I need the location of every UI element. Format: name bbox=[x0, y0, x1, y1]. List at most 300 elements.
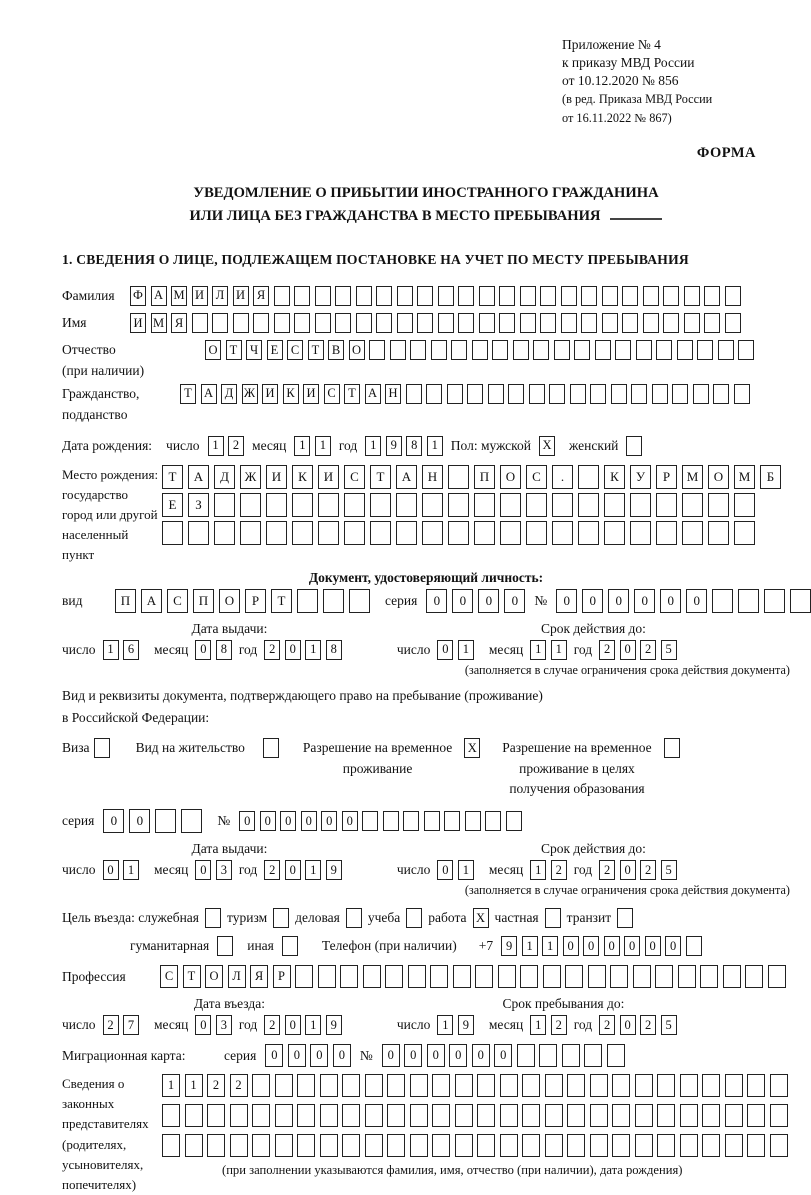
birthplace-input-row2[interactable] bbox=[162, 493, 781, 517]
cell bbox=[207, 1134, 225, 1157]
birthplace-label bbox=[62, 465, 162, 566]
cell bbox=[320, 1134, 338, 1157]
purpose-study-checkbox[interactable] bbox=[406, 908, 422, 928]
cell: 0 bbox=[620, 860, 636, 880]
cell bbox=[506, 811, 522, 831]
cell: 1 bbox=[305, 1015, 321, 1035]
cell bbox=[526, 521, 547, 545]
cell bbox=[274, 286, 290, 306]
cell bbox=[266, 493, 287, 517]
cell bbox=[770, 1104, 788, 1127]
cell bbox=[455, 1074, 473, 1097]
cell bbox=[693, 384, 709, 404]
cell bbox=[549, 384, 565, 404]
cell: Н bbox=[422, 465, 443, 489]
cell: X bbox=[473, 908, 489, 928]
cell bbox=[477, 1104, 495, 1127]
cell: 2 bbox=[230, 1074, 248, 1097]
cell: 1 bbox=[294, 436, 310, 456]
cell bbox=[212, 313, 228, 333]
purpose-other-label: иная bbox=[247, 938, 274, 954]
phone-input[interactable] bbox=[501, 936, 702, 956]
cell bbox=[240, 493, 261, 517]
cell bbox=[318, 521, 339, 545]
legal-note: (при заполнении указываются фамилия, имя, отчество (при наличии), дата рождения) bbox=[222, 1163, 683, 1178]
cell: И bbox=[192, 286, 208, 306]
cell bbox=[275, 1074, 293, 1097]
cell: О bbox=[349, 340, 365, 360]
surname-row bbox=[62, 286, 790, 306]
cell bbox=[230, 1134, 248, 1157]
cell bbox=[539, 1044, 557, 1067]
cell bbox=[376, 313, 392, 333]
given-name-input[interactable] bbox=[130, 313, 741, 333]
cell bbox=[652, 384, 668, 404]
doc-issue-month-label: месяц bbox=[154, 641, 189, 657]
cell bbox=[543, 965, 561, 988]
entry-month-label: месяц bbox=[154, 1017, 189, 1033]
purpose-transit-checkbox[interactable] bbox=[617, 908, 633, 928]
cell bbox=[410, 1074, 428, 1097]
cell bbox=[581, 313, 597, 333]
cell bbox=[520, 286, 536, 306]
cell: О bbox=[708, 465, 729, 489]
cell: 2 bbox=[207, 1074, 225, 1097]
legal-representatives-rows bbox=[162, 1074, 788, 1157]
cell: К bbox=[283, 384, 299, 404]
visa-label: Виза bbox=[62, 740, 90, 756]
cell bbox=[162, 1134, 180, 1157]
cell bbox=[657, 1104, 675, 1127]
surname-input[interactable] bbox=[130, 286, 741, 306]
doc-valid-group bbox=[397, 621, 790, 678]
cell bbox=[725, 286, 741, 306]
cell bbox=[417, 313, 433, 333]
permit-issue-day-input[interactable] bbox=[103, 860, 140, 880]
permit-valid-group bbox=[397, 841, 790, 898]
profession-row bbox=[62, 965, 790, 988]
cell bbox=[406, 384, 422, 404]
cell bbox=[554, 340, 570, 360]
permit-series-input[interactable] bbox=[103, 809, 202, 833]
temp-permit-edu-line2: проживание в целях bbox=[519, 760, 635, 776]
cell bbox=[574, 340, 590, 360]
cell: Ф bbox=[130, 286, 146, 306]
cell bbox=[657, 1134, 675, 1157]
cell: Я bbox=[253, 286, 269, 306]
cell bbox=[397, 286, 413, 306]
cell bbox=[387, 1104, 405, 1127]
birthplace-input-row3[interactable] bbox=[162, 521, 781, 545]
cell bbox=[622, 313, 638, 333]
purpose-humanitarian-label: гуманитарная bbox=[130, 938, 210, 954]
cell: 0 bbox=[620, 640, 636, 660]
cell: 6 bbox=[123, 640, 139, 660]
birth-year-label: год bbox=[338, 437, 358, 453]
cell bbox=[356, 313, 372, 333]
cell: А bbox=[396, 465, 417, 489]
doc-valid-month-input[interactable] bbox=[530, 640, 567, 660]
cell bbox=[499, 313, 515, 333]
cell: Р bbox=[273, 965, 291, 988]
doc-series-input[interactable] bbox=[426, 589, 525, 613]
permit-valid-month-input[interactable] bbox=[530, 860, 567, 880]
cell bbox=[770, 1074, 788, 1097]
cell bbox=[430, 965, 448, 988]
cell: 0 bbox=[583, 936, 599, 956]
temp-permit-checkbox[interactable] bbox=[464, 738, 480, 758]
cell bbox=[335, 313, 351, 333]
cell bbox=[604, 521, 625, 545]
patronymic-label-line1: Отчество bbox=[62, 342, 116, 358]
cell bbox=[458, 313, 474, 333]
cell bbox=[426, 384, 442, 404]
cell bbox=[704, 313, 720, 333]
cell: 1 bbox=[530, 860, 546, 880]
cell bbox=[734, 521, 755, 545]
cell bbox=[540, 286, 556, 306]
cell bbox=[207, 1104, 225, 1127]
doc-valid-day-input[interactable] bbox=[437, 640, 474, 660]
stay-day-input[interactable] bbox=[437, 1015, 474, 1035]
cell: Т bbox=[271, 589, 292, 613]
profession-input[interactable] bbox=[160, 965, 786, 988]
stay-month-input[interactable] bbox=[530, 1015, 567, 1035]
cell: Л bbox=[228, 965, 246, 988]
cell: И bbox=[303, 384, 319, 404]
cell: Ж bbox=[240, 465, 261, 489]
cell bbox=[700, 965, 718, 988]
birth-day-input[interactable] bbox=[208, 436, 245, 456]
migration-number-label: № bbox=[359, 1047, 373, 1063]
cell: 0 bbox=[195, 640, 211, 660]
cell bbox=[684, 286, 700, 306]
cell bbox=[297, 1134, 315, 1157]
cell bbox=[240, 521, 261, 545]
cell: Е bbox=[267, 340, 283, 360]
stay-year-input[interactable] bbox=[599, 1015, 677, 1035]
permit-issue-group bbox=[62, 841, 397, 898]
cell bbox=[424, 811, 440, 831]
legal-input-row1[interactable] bbox=[162, 1074, 788, 1097]
permit-issue-year-input[interactable] bbox=[264, 860, 342, 880]
cell: 0 bbox=[260, 811, 276, 831]
doc-valid-note: (заполняется в случае ограничения срока действия документа) bbox=[464, 662, 790, 677]
cell bbox=[607, 1044, 625, 1067]
permit-valid-note: (заполняется в случае ограничения срока действия документа) bbox=[464, 883, 790, 898]
cell: М bbox=[734, 465, 755, 489]
cell: 0 bbox=[280, 811, 296, 831]
cell bbox=[664, 738, 680, 758]
cell: 2 bbox=[228, 436, 244, 456]
cell bbox=[252, 1134, 270, 1157]
cell bbox=[403, 811, 419, 831]
birth-date-row bbox=[62, 436, 790, 456]
cell bbox=[747, 1104, 765, 1127]
doc-number-input[interactable] bbox=[556, 589, 811, 613]
purpose-tourism-checkbox[interactable] bbox=[273, 908, 289, 928]
cell bbox=[708, 521, 729, 545]
cell: 0 bbox=[310, 1044, 328, 1067]
cell bbox=[595, 340, 611, 360]
cell bbox=[508, 384, 524, 404]
permit-valid-day-label: число bbox=[396, 862, 431, 878]
cell bbox=[622, 286, 638, 306]
purpose-row2 bbox=[130, 936, 790, 956]
cell bbox=[365, 1074, 383, 1097]
cell: А bbox=[188, 465, 209, 489]
cell: 5 bbox=[661, 1015, 677, 1035]
doc-valid-year-input[interactable] bbox=[599, 640, 677, 660]
migration-card-row bbox=[62, 1044, 790, 1067]
cell bbox=[448, 521, 469, 545]
cell: 1 bbox=[162, 1074, 180, 1097]
legal-input-row3[interactable] bbox=[162, 1134, 788, 1157]
cell: 0 bbox=[449, 1044, 467, 1067]
cell bbox=[526, 493, 547, 517]
cell bbox=[680, 1104, 698, 1127]
title-underline bbox=[610, 218, 662, 220]
cell bbox=[488, 384, 504, 404]
legal-input-row2[interactable] bbox=[162, 1104, 788, 1127]
patronymic-input[interactable] bbox=[205, 340, 754, 360]
cell: 0 bbox=[265, 1044, 283, 1067]
cell bbox=[390, 340, 406, 360]
cell bbox=[517, 1044, 535, 1067]
stay-until-line bbox=[397, 1015, 790, 1035]
cell: С bbox=[160, 965, 178, 988]
purpose-official-checkbox[interactable] bbox=[205, 908, 221, 928]
permit-valid-day-input[interactable] bbox=[437, 860, 474, 880]
cell bbox=[764, 589, 785, 613]
purpose-work-checkbox[interactable] bbox=[473, 908, 489, 928]
purpose-tourism-label: туризм bbox=[227, 910, 268, 926]
cell bbox=[610, 965, 628, 988]
cell: 0 bbox=[563, 936, 579, 956]
cell: 5 bbox=[661, 860, 677, 880]
citizenship-input[interactable] bbox=[180, 384, 750, 404]
cell bbox=[318, 965, 336, 988]
cell: X bbox=[464, 738, 480, 758]
cell: 1 bbox=[427, 436, 443, 456]
birthplace-input-row1[interactable] bbox=[162, 465, 781, 489]
permit-types-row bbox=[62, 738, 790, 799]
cell bbox=[500, 1104, 518, 1127]
cell: 5 bbox=[661, 640, 677, 660]
surname-label: Фамилия bbox=[62, 287, 115, 303]
cell: Л bbox=[212, 286, 228, 306]
purpose-other-checkbox[interactable] bbox=[282, 936, 298, 956]
cell bbox=[677, 340, 693, 360]
entry-day-input[interactable] bbox=[103, 1015, 140, 1035]
cell: 1 bbox=[551, 640, 567, 660]
cell bbox=[520, 313, 536, 333]
cell: 2 bbox=[599, 860, 615, 880]
cell: 0 bbox=[645, 936, 661, 956]
purpose-humanitarian-checkbox[interactable] bbox=[217, 936, 233, 956]
purpose-label: Цель въезда: служебная bbox=[62, 910, 199, 926]
cell bbox=[590, 1134, 608, 1157]
cell bbox=[545, 1134, 563, 1157]
doc-issue-group bbox=[62, 621, 397, 678]
cell bbox=[561, 286, 577, 306]
temp-permit-edu-option bbox=[502, 738, 679, 799]
cell bbox=[477, 1134, 495, 1157]
cell bbox=[552, 521, 573, 545]
cell bbox=[432, 1074, 450, 1097]
legal-representatives-block bbox=[62, 1074, 790, 1195]
cell bbox=[217, 936, 233, 956]
cell bbox=[340, 965, 358, 988]
cell bbox=[712, 589, 733, 613]
cell bbox=[263, 738, 279, 758]
entry-dates-row bbox=[62, 996, 790, 1035]
stay-until-title: Срок пребывания до: bbox=[502, 996, 625, 1012]
purpose-business-checkbox[interactable] bbox=[346, 908, 362, 928]
appendix-line: к приказу МВД России bbox=[562, 54, 695, 70]
cell bbox=[656, 493, 677, 517]
temp-permit-edu-line1: Разрешение на временное bbox=[502, 740, 652, 756]
cell: 1 bbox=[305, 640, 321, 660]
cell: 0 bbox=[478, 589, 499, 613]
cell: 1 bbox=[542, 936, 558, 956]
cell bbox=[656, 521, 677, 545]
permit-number-input[interactable] bbox=[239, 811, 522, 831]
cell: 0 bbox=[604, 936, 620, 956]
entry-year-input[interactable] bbox=[264, 1015, 342, 1035]
purpose-private-checkbox[interactable] bbox=[545, 908, 561, 928]
appendix-line: Приложение № 4 bbox=[562, 37, 661, 52]
permit-valid-title: Срок действия до: bbox=[540, 841, 646, 857]
cell bbox=[266, 521, 287, 545]
cell: 0 bbox=[285, 1015, 301, 1035]
citizenship-label-line1: Гражданство, bbox=[62, 385, 140, 401]
cell bbox=[567, 1104, 585, 1127]
birth-date-label: Дата рождения: bbox=[62, 437, 153, 453]
cell bbox=[747, 1074, 765, 1097]
legal-label-line1: Сведения о bbox=[62, 1076, 125, 1092]
cell: П bbox=[115, 589, 136, 613]
cell bbox=[410, 340, 426, 360]
cell: У bbox=[630, 465, 651, 489]
cell: 9 bbox=[326, 1015, 342, 1035]
doc-type-input[interactable] bbox=[115, 589, 370, 613]
sex-male-checkbox[interactable] bbox=[539, 436, 555, 456]
birth-month-input[interactable] bbox=[294, 436, 331, 456]
visa-checkbox[interactable] bbox=[94, 738, 110, 758]
cell: 9 bbox=[386, 436, 402, 456]
cell bbox=[578, 521, 599, 545]
cell bbox=[612, 1134, 630, 1157]
cell: 0 bbox=[437, 640, 453, 660]
doc-issue-month-input[interactable] bbox=[195, 640, 232, 660]
cell bbox=[584, 1044, 602, 1067]
identity-doc-row bbox=[62, 589, 790, 613]
cell bbox=[500, 521, 521, 545]
purpose-work-label: работа bbox=[428, 910, 467, 926]
birth-year-input[interactable] bbox=[365, 436, 443, 456]
profession-label: Профессия bbox=[62, 968, 126, 984]
phone-prefix: +7 bbox=[478, 938, 494, 954]
cell: 1 bbox=[530, 640, 546, 660]
cell bbox=[192, 313, 208, 333]
cell: А bbox=[201, 384, 217, 404]
cell: В bbox=[328, 340, 344, 360]
legal-representatives-inputs bbox=[162, 1074, 788, 1178]
cell: Т bbox=[308, 340, 324, 360]
cell: Т bbox=[162, 465, 183, 489]
temp-permit-edu-checkbox[interactable] bbox=[664, 738, 680, 758]
cell: 0 bbox=[301, 811, 317, 831]
cell: Т bbox=[370, 465, 391, 489]
patronymic-label-line2: (при наличии) bbox=[62, 363, 145, 379]
permit-issue-month-input[interactable] bbox=[195, 860, 232, 880]
doc-issue-year-input[interactable] bbox=[264, 640, 342, 660]
doc-issue-day-input[interactable] bbox=[103, 640, 140, 660]
cell: 0 bbox=[494, 1044, 512, 1067]
cell bbox=[397, 313, 413, 333]
cell: 0 bbox=[634, 589, 655, 613]
cell: З bbox=[188, 493, 209, 517]
temp-permit-option bbox=[303, 738, 480, 779]
cell bbox=[275, 1104, 293, 1127]
migration-number-input[interactable] bbox=[382, 1044, 625, 1067]
cell: О bbox=[205, 340, 221, 360]
cell bbox=[273, 908, 289, 928]
permit-number-label: № bbox=[217, 813, 231, 829]
cell bbox=[738, 589, 759, 613]
cell: 1 bbox=[365, 436, 381, 456]
cell bbox=[185, 1134, 203, 1157]
cell bbox=[520, 965, 538, 988]
cell bbox=[292, 521, 313, 545]
doc-valid-line bbox=[397, 640, 790, 660]
cell bbox=[663, 313, 679, 333]
cell bbox=[590, 384, 606, 404]
cell bbox=[636, 340, 652, 360]
cell: 0 bbox=[195, 1015, 211, 1035]
cell: 0 bbox=[624, 936, 640, 956]
sex-female-checkbox[interactable] bbox=[626, 436, 642, 456]
entry-month-input[interactable] bbox=[195, 1015, 232, 1035]
cell bbox=[567, 1074, 585, 1097]
cell: С bbox=[287, 340, 303, 360]
cell bbox=[396, 521, 417, 545]
cell: П bbox=[474, 465, 495, 489]
permit-valid-year-input[interactable] bbox=[599, 860, 677, 880]
migration-series-input[interactable] bbox=[265, 1044, 351, 1067]
cell bbox=[725, 1074, 743, 1097]
cell: 2 bbox=[640, 1015, 656, 1035]
doc-number-label: № bbox=[534, 592, 548, 608]
cell bbox=[635, 1074, 653, 1097]
cell: 0 bbox=[129, 809, 150, 833]
cell bbox=[410, 1104, 428, 1127]
permit-issue-line bbox=[62, 860, 397, 880]
entry-year-label: год bbox=[238, 1017, 258, 1033]
cell bbox=[205, 908, 221, 928]
doc-issue-day-label: число bbox=[62, 641, 96, 657]
residence-permit-checkbox[interactable] bbox=[263, 738, 279, 758]
cell bbox=[233, 313, 249, 333]
form-title bbox=[62, 182, 790, 227]
cell: 0 bbox=[195, 860, 211, 880]
migration-series-label: серия bbox=[224, 1047, 257, 1063]
cell: О bbox=[219, 589, 240, 613]
cell bbox=[155, 809, 176, 833]
cell bbox=[522, 1104, 540, 1127]
cell: 2 bbox=[551, 860, 567, 880]
